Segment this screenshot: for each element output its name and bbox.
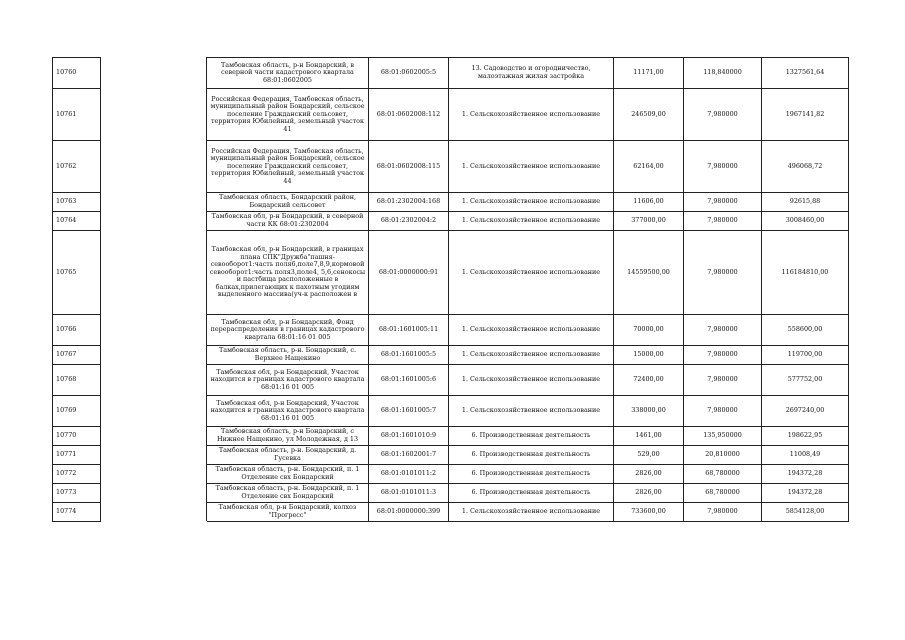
address-cell: Тамбовская обл, р-н Бондарский, в границах плана СПК"Дружба"пашня-севооборот1:часть поля6,поле7,8,9,кормовой севооборот1:часть поля3,поле4, 5,6,сенокосы и пастбища расположенные в балках,прилегающих к пахотным угодиям выделенного массива(уч-к расположен в	[207, 231, 369, 315]
address-cell: Тамбовская область, р-н Бондарский, в северной части кадастрового квартала 68:01:0602005	[207, 58, 369, 89]
address-cell: Тамбовская обл, р-н Бондарский, Участок находится в границах кадастрового квартала 68:01:16 01 005	[207, 365, 369, 396]
table-row	[53, 58, 849, 89]
area-cell: 377000,00	[614, 212, 684, 231]
rate-cell: 7,980000	[684, 212, 762, 231]
row-number: 10760	[53, 58, 101, 89]
row-number: 10768	[53, 365, 101, 396]
value-cell: 198622,95	[762, 427, 849, 446]
address-cell: Тамбовская область, р-н. Бондарский, п. 1 Отделение свх Бондарский	[207, 484, 369, 503]
gap	[101, 484, 207, 503]
row-number: 10771	[53, 446, 101, 465]
rate-cell: 7,980000	[684, 141, 762, 193]
cadastral-number: 68:01:0000000:399	[369, 503, 449, 522]
value-cell: 116184810,00	[762, 231, 849, 315]
rate-cell: 7,980000	[684, 89, 762, 141]
area-cell: 1461,00	[614, 427, 684, 446]
usage-type: 1. Сельскохозяйственное использование	[449, 89, 614, 141]
row-number: 10762	[53, 141, 101, 193]
rate-cell: 7,980000	[684, 231, 762, 315]
area-cell: 70000,00	[614, 315, 684, 346]
address-cell: Российская Федерация, Тамбовская область, муниципальный район Бондарский, сельское поселение Гражданский сельсовет, территория Юбилейный, земельный участок 44	[207, 141, 369, 193]
gap	[101, 365, 207, 396]
gap	[101, 141, 207, 193]
table-row	[53, 212, 849, 231]
row-number: 10770	[53, 427, 101, 446]
usage-type: 1. Сельскохозяйственное использование	[449, 193, 614, 212]
gap	[101, 396, 207, 427]
value-cell: 3008460,00	[762, 212, 849, 231]
usage-type: 1. Сельскохозяйственное использование	[449, 365, 614, 396]
cadastral-number: 68:01:0101011:2	[369, 465, 449, 484]
gap	[101, 193, 207, 212]
value-cell: 92615,88	[762, 193, 849, 212]
value-cell: 11008,49	[762, 446, 849, 465]
address-cell: Тамбовская область, Бондарский район, Бондарский сельсовет	[207, 193, 369, 212]
table-row	[53, 231, 849, 315]
value-cell: 5854128,00	[762, 503, 849, 522]
usage-type: 1. Сельскохозяйственное использование	[449, 346, 614, 365]
cadastre-table	[52, 57, 849, 522]
gap	[101, 465, 207, 484]
row-number: 10773	[53, 484, 101, 503]
usage-type: 1. Сельскохозяйственное использование	[449, 212, 614, 231]
rate-cell: 135,950000	[684, 427, 762, 446]
value-cell: 577752,00	[762, 365, 849, 396]
usage-type: 1. Сельскохозяйственное использование	[449, 396, 614, 427]
gap	[101, 427, 207, 446]
gap	[101, 503, 207, 522]
table-row	[53, 365, 849, 396]
cadastral-number: 68:01:0000000:91	[369, 231, 449, 315]
gap	[101, 315, 207, 346]
gap	[101, 446, 207, 465]
table-row	[53, 427, 849, 446]
gap	[101, 212, 207, 231]
cadastral-number: 68:01:2302004:168	[369, 193, 449, 212]
area-cell: 529,00	[614, 446, 684, 465]
usage-type: 1. Сельскохозяйственное использование	[449, 231, 614, 315]
cadastral-number: 68:01:0602008:115	[369, 141, 449, 193]
table-row	[53, 484, 849, 503]
cadastral-number: 68:01:1601005:5	[369, 346, 449, 365]
area-cell: 246509,00	[614, 89, 684, 141]
table-row	[53, 446, 849, 465]
usage-type: 13. Садоводство и огородничество, малоэтажная жилая застройка	[449, 58, 614, 89]
row-number: 10767	[53, 346, 101, 365]
area-cell: 2826,00	[614, 465, 684, 484]
cadastral-number: 68:01:1602001:7	[369, 446, 449, 465]
table-row	[53, 89, 849, 141]
rate-cell: 68,780000	[684, 465, 762, 484]
address-cell: Тамбовская область, р-н. Бондарский, п. 1 Отделение свх Бондарский	[207, 465, 369, 484]
row-number: 10764	[53, 212, 101, 231]
area-cell: 72400,00	[614, 365, 684, 396]
address-cell: Российская Федерация, Тамбовская область, муниципальный район Бондарский, сельское поселение Гражданский сельсовет, территория Юбилейный, земельный участок 41	[207, 89, 369, 141]
table-row	[53, 503, 849, 522]
usage-type: 6. Производственная деятельность	[449, 446, 614, 465]
rate-cell: 7,980000	[684, 193, 762, 212]
cadastral-number: 68:01:2302004:2	[369, 212, 449, 231]
table-body	[53, 58, 849, 522]
area-cell: 62164,00	[614, 141, 684, 193]
gap	[101, 346, 207, 365]
address-cell: Тамбовская обл, р-н Бондарский, колхоз "Прогресс"	[207, 503, 369, 522]
cadastral-number: 68:01:0602008:112	[369, 89, 449, 141]
value-cell: 194372,28	[762, 465, 849, 484]
area-cell: 338000,00	[614, 396, 684, 427]
row-number: 10769	[53, 396, 101, 427]
cadastral-number: 68:01:0101011:3	[369, 484, 449, 503]
row-number: 10766	[53, 315, 101, 346]
table-row	[53, 465, 849, 484]
table-row	[53, 315, 849, 346]
value-cell: 2697240,00	[762, 396, 849, 427]
usage-type: 6. Производственная деятельность	[449, 427, 614, 446]
area-cell: 11606,00	[614, 193, 684, 212]
table-row	[53, 346, 849, 365]
usage-type: 1. Сельскохозяйственное использование	[449, 503, 614, 522]
rate-cell: 7,980000	[684, 396, 762, 427]
cadastral-number: 68:01:0602005:5	[369, 58, 449, 89]
usage-type: 1. Сельскохозяйственное использование	[449, 315, 614, 346]
rate-cell: 7,980000	[684, 315, 762, 346]
row-number: 10772	[53, 465, 101, 484]
row-number: 10761	[53, 89, 101, 141]
rate-cell: 7,980000	[684, 503, 762, 522]
cadastral-number: 68:01:1601005:7	[369, 396, 449, 427]
table-row	[53, 141, 849, 193]
area-cell: 14559500,00	[614, 231, 684, 315]
gap	[101, 58, 207, 89]
gap	[101, 231, 207, 315]
row-number: 10763	[53, 193, 101, 212]
cadastral-number: 68:01:1601010:9	[369, 427, 449, 446]
usage-type: 6. Производственная деятельность	[449, 484, 614, 503]
value-cell: 119700,00	[762, 346, 849, 365]
address-cell: Тамбовская обл, р-н Бондарский, Фонд перераспределения в границах кадастрового квартала 68:01:16 01 005	[207, 315, 369, 346]
usage-type: 1. Сельскохозяйственное использование	[449, 141, 614, 193]
address-cell: Тамбовская область, р-н Бондарский, с Нижнее Нащекино, ул Молодежная, д 13	[207, 427, 369, 446]
row-number: 10774	[53, 503, 101, 522]
area-cell: 15000,00	[614, 346, 684, 365]
rate-cell: 7,980000	[684, 365, 762, 396]
table-row	[53, 193, 849, 212]
value-cell: 558600,00	[762, 315, 849, 346]
gap	[101, 89, 207, 141]
address-cell: Тамбовская область, р-н. Бондарский, с. Верхнее Нащекино	[207, 346, 369, 365]
rate-cell: 118,840000	[684, 58, 762, 89]
area-cell: 733600,00	[614, 503, 684, 522]
area-cell: 11171,00	[614, 58, 684, 89]
rate-cell: 7,980000	[684, 346, 762, 365]
cadastral-number: 68:01:1601005:6	[369, 365, 449, 396]
rate-cell: 20,810000	[684, 446, 762, 465]
cadastral-number: 68:01:1601005:11	[369, 315, 449, 346]
rate-cell: 68,780000	[684, 484, 762, 503]
address-cell: Тамбовская обл, р-н Бондарский, в северной части КК 68:01:2302004	[207, 212, 369, 231]
address-cell: Тамбовская обл, р-н Бондарский, Участок находится в границах кадастрового квартала 68:01:16 01 005	[207, 396, 369, 427]
usage-type: 6. Производственная деятельность	[449, 465, 614, 484]
table-row	[53, 396, 849, 427]
value-cell: 496068,72	[762, 141, 849, 193]
value-cell: 1327561,64	[762, 58, 849, 89]
row-number: 10765	[53, 231, 101, 315]
value-cell: 1967141,82	[762, 89, 849, 141]
area-cell: 2826,00	[614, 484, 684, 503]
address-cell: Тамбовская область, р-н. Бондарский, д. Гусевка	[207, 446, 369, 465]
value-cell: 194372,28	[762, 484, 849, 503]
